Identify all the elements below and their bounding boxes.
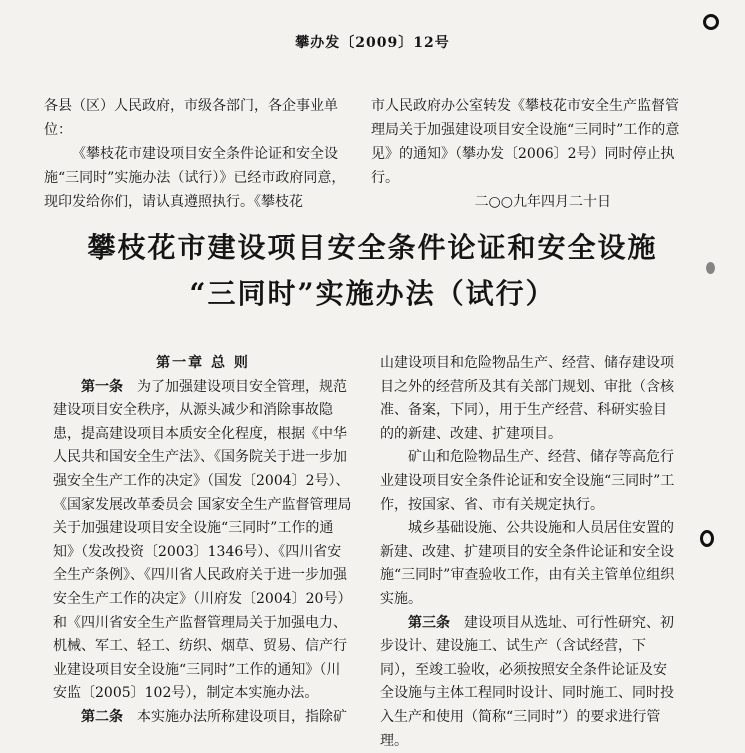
article-1-text: 为了加强建设项目安全管理，规范建设项目安全秩序，从源头减少和消除事故隐患，提高建设项目本质安全化程度，根据《中华人民共和国安全生产法》、《国务院关于进一步加强安全生产工作的决定》（国发〔2004〕2号）、《国家发展改革委员会 国家安全生产监督管理局 关于加强建设项目安全设施“三同时”工作的通知》（发改投资〔2003〕1346号）、《四川省安全生产条例》、《四川省人民政府关于进一步加强安全生产工作的决定》（川府发〔2004〕20号）和《四川省安全生产监督管理局关于加强电力、机械、军工、轻工、纺织、烟草、贸易、信产行业建设项目安全设施“三同时”工作的通知》（川安监〔2005〕102号），制定本实施办法。 [53,378,352,702]
notice-continuation-paragraph: 市人民政府办公室转发《攀枝花市安全生产监督管理局关于加强建设项目安全设施“三同时”工作的意见》的通知》（攀办发〔2006〕2号）同时停止执行。 [371,98,680,186]
article-1-label: 第一条 [81,378,123,395]
notice-addressee: 各县（区）人民政府，市级各部门，各企事业单位： [44,98,338,138]
article-2 [53,706,353,730]
article-2-paragraph-3: 城乡基础设施、公共设施和人员居住安置的新建、改建、扩建项目的安全条件论证和安全设施“三同时”审查验收工作，由有关主管单位组织实施。 [380,520,675,607]
article-3 [380,612,680,753]
main-title-line-1: 攀枝花市建设项目安全条件论证和安全设施 [87,231,658,264]
notice-body-paragraph: 《攀枝花市建设项目安全条件论证和安全设施“三同时”实施办法（试行）》已经市政府同意，现印发给你们，请认真遵照执行。《攀枝花 [44,146,346,210]
binding-hole-mark [703,14,719,30]
article-2-label: 第二条 [81,708,123,725]
article-2-continuation: 山建设项目和危险物品生产、经营、储存建设项目之外的经营所及其有关部门规划、审批（含核准、备案，下同），用于生产经营、科研实验目的的新建、改建、扩建项目。 [380,355,674,442]
article-2-text: 本实施办法所称建设项目，指除矿 [137,708,347,725]
body-right-column [380,352,680,753]
body-left-column [53,352,353,730]
ink-smudge [706,262,715,274]
article-3-label: 第三条 [408,614,450,631]
notice-left-column [44,94,350,214]
article-2-paragraph-2: 矿山和危险物品生产、经营、储存等高危行业建设项目安全条件论证和安全设施“三同时”工作，按国家、省、市有关规定执行。 [380,449,675,513]
binding-hole-mark [700,530,714,547]
notice-date: 二○○九年四月二十日 [474,194,611,210]
chapter-heading: 第一章 总 则 [156,355,250,371]
article-1 [53,376,353,706]
notice-right-column [371,94,689,214]
document-number: 攀办发〔2009〕12号 [295,35,450,51]
main-title-line-2: “三同时”实施办法（试行） [189,277,556,310]
article-3-text: 建设项目从选址、可行性研究、初步设计、建设施工、试生产（含试经营，下同），至竣工验收，必须按照安全条件论证及安全设施与主体工程同时设计、同时施工、同时投入生产和使用（简称“三同时”）的要求进行管理。 [380,614,674,749]
